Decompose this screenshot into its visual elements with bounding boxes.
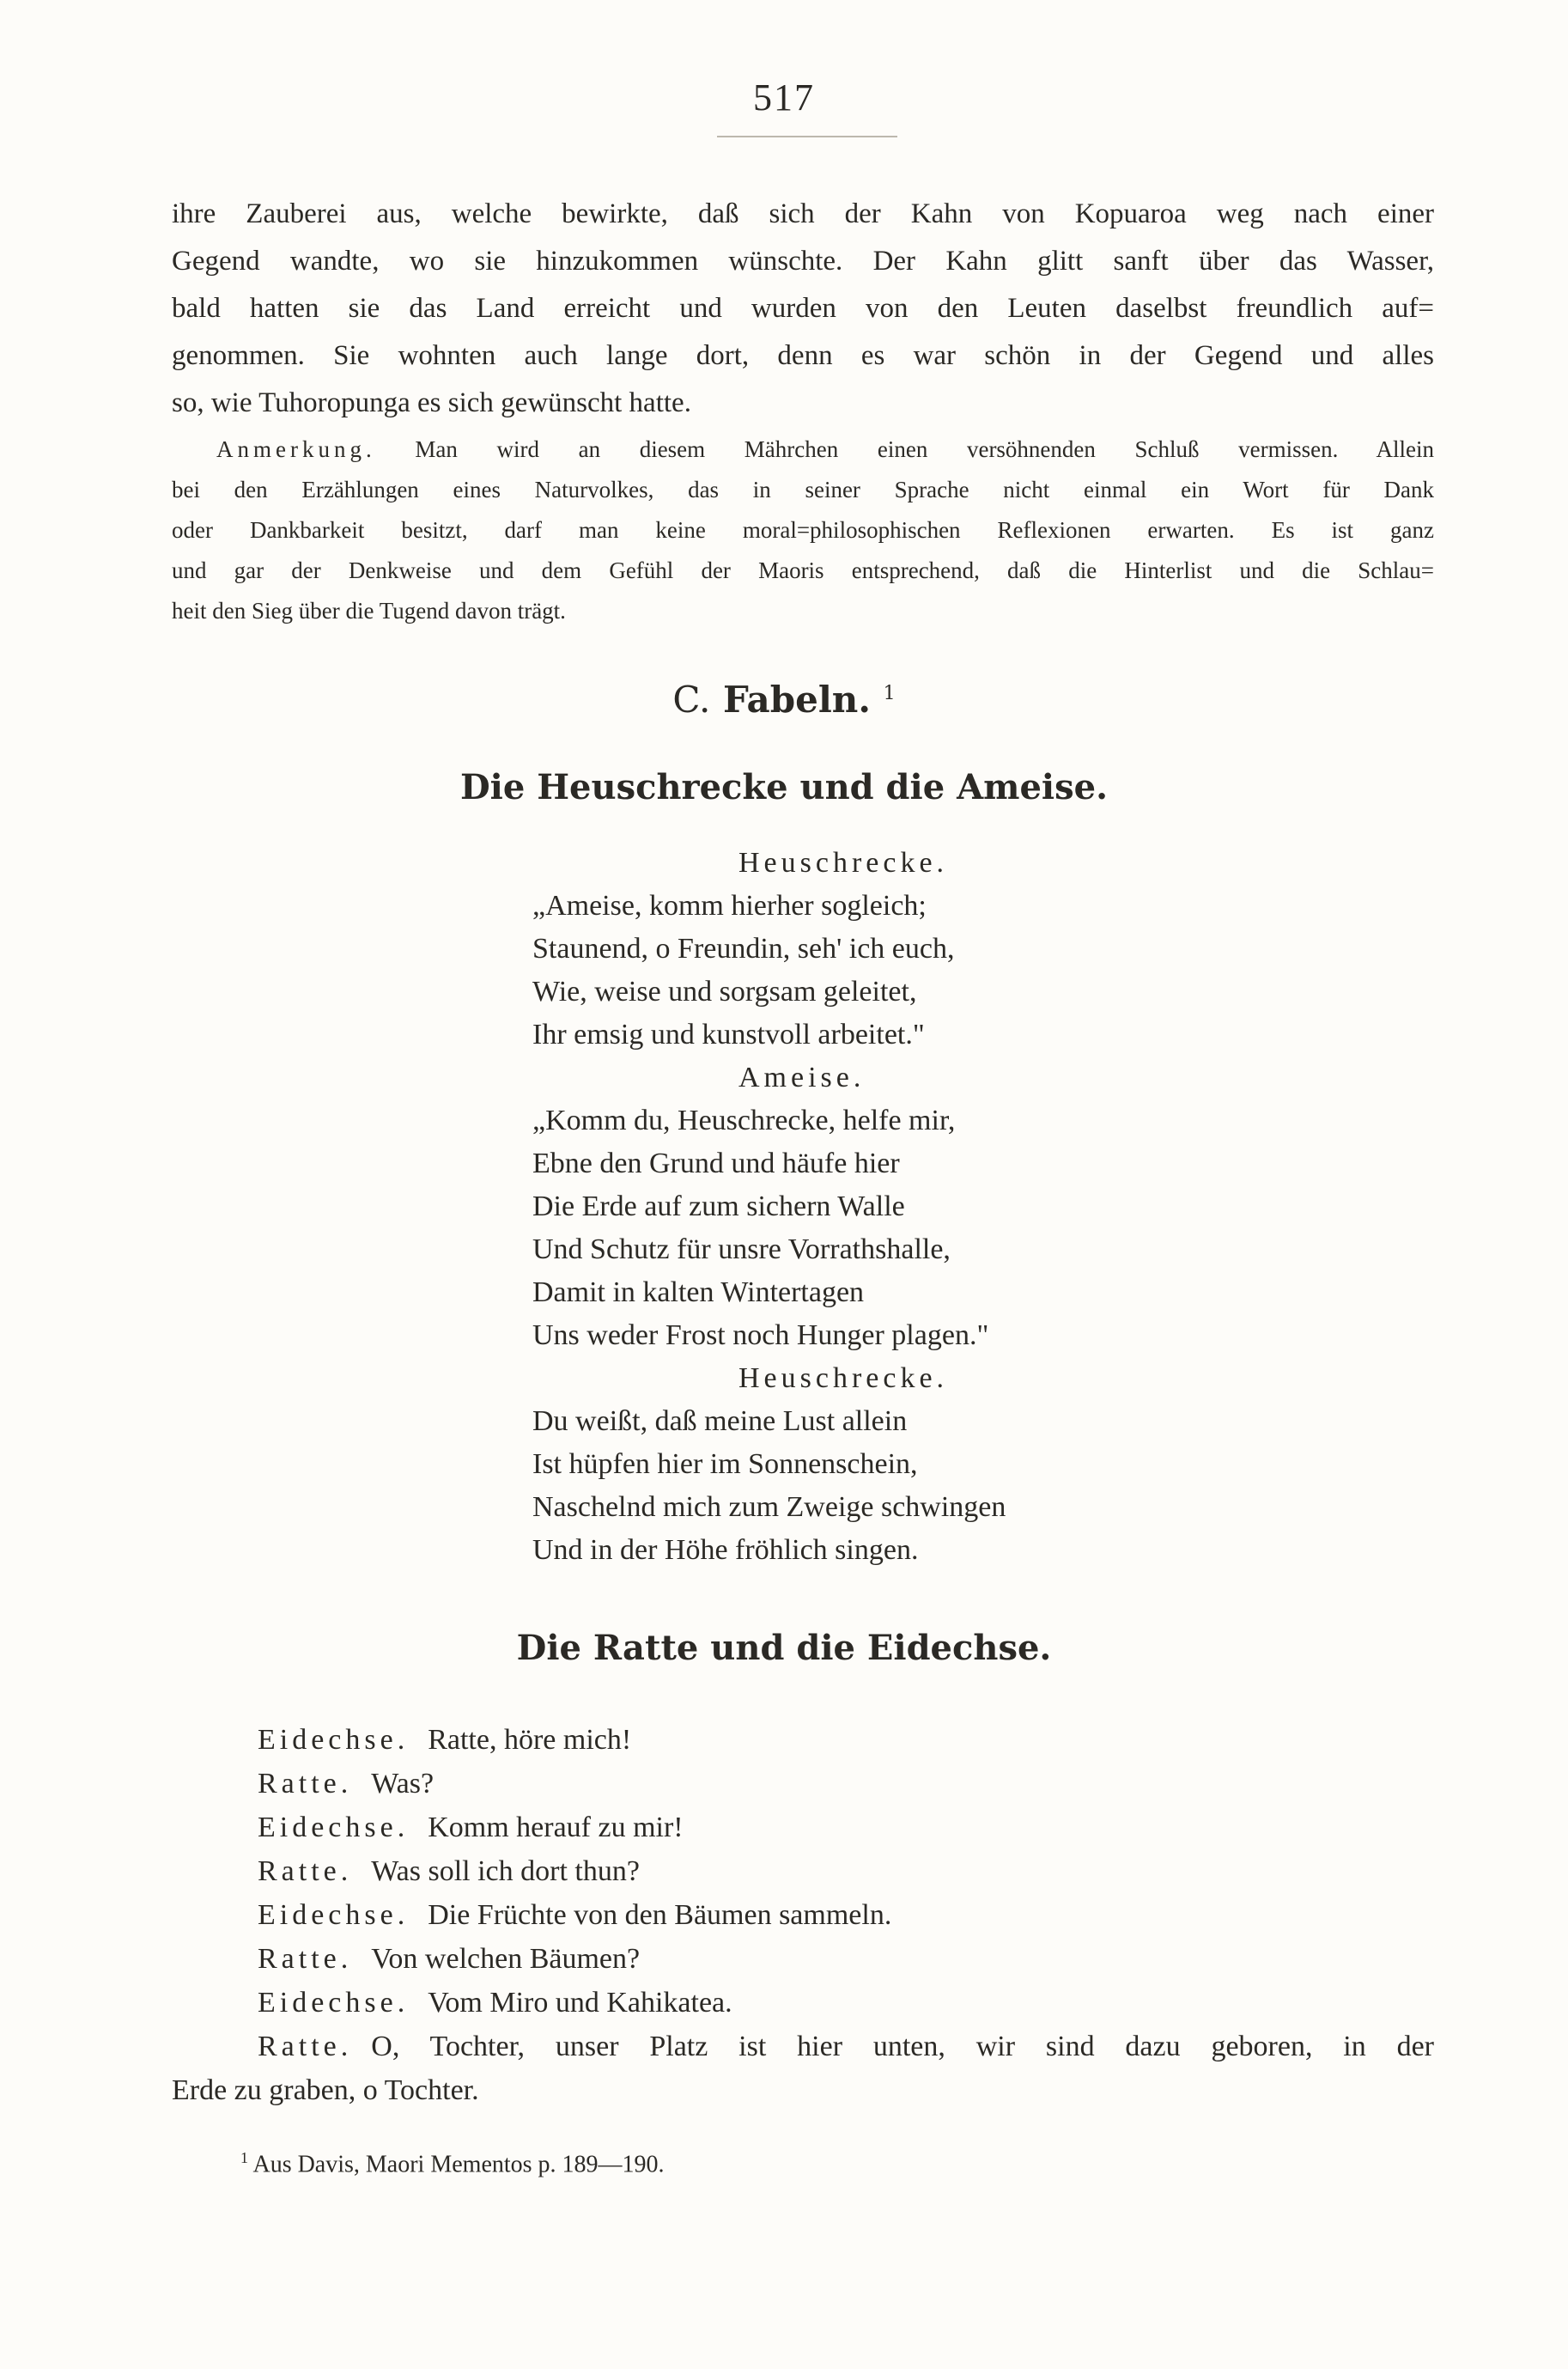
verse-line: „Komm du, Heuschrecke, helfe mir, bbox=[532, 1105, 956, 1136]
note-line: oder Dankbarkeit besitzt, darf man keine moral=philosophischen Reflexionen erwarten. Es ist ganz bbox=[172, 517, 1434, 543]
dialogue-line bbox=[172, 2025, 1434, 2068]
speaker-label: Heuschrecke. bbox=[738, 847, 949, 879]
verse-line: Wie, weise und sorgsam geleitet, bbox=[532, 976, 917, 1008]
verse-line: Und Schutz für unsre Vorrathshalle, bbox=[532, 1233, 951, 1265]
fable-verse-heuschrecke bbox=[532, 842, 1305, 1572]
dialogue-speaker: Eidechse. bbox=[258, 1899, 410, 1931]
dialogue-continuation: Erde zu graben, o Tochter. bbox=[172, 2074, 479, 2106]
section-letter: C. bbox=[672, 679, 711, 721]
footnote-reference: 1 bbox=[883, 683, 896, 704]
dialogue-speaker: Ratte. bbox=[258, 1768, 353, 1800]
dialogue-line bbox=[172, 1893, 1434, 1937]
dialogue-line bbox=[172, 1937, 1434, 1981]
verse-line: „Ameise, komm hierher sogleich; bbox=[532, 890, 927, 922]
dialogue-line bbox=[172, 1762, 1434, 1806]
verse-line: Ebne den Grund und häufe hier bbox=[532, 1148, 900, 1179]
page-number: 517 bbox=[753, 76, 815, 119]
page-number-rule bbox=[717, 136, 897, 137]
prose-line: ihre Zauberei aus, welche bewirkte, daß sich der Kahn von Kopuaroa weg nach einer bbox=[172, 198, 1434, 229]
dialogue-speaker: Eidechse. bbox=[258, 1724, 410, 1756]
verse-line: Ihr emsig und kunstvoll arbeitet." bbox=[532, 1019, 925, 1051]
dialogue-text: Von welchen Bäumen? bbox=[371, 1943, 641, 1975]
verse-line: Naschelnd mich zum Zweige schwingen bbox=[532, 1491, 1006, 1523]
dialogue-line bbox=[172, 1981, 1434, 2025]
note-line: heit den Sieg über die Tugend davon trägt. bbox=[172, 598, 566, 624]
dialogue-speaker: Ratte. bbox=[258, 1943, 353, 1975]
verse-line: Die Erde auf zum sichern Walle bbox=[532, 1191, 905, 1222]
verse-line: Und in der Höhe fröhlich singen. bbox=[532, 1534, 919, 1566]
section-title: Fabeln. bbox=[723, 679, 871, 721]
prose-line: Gegend wandte, wo sie hinzukommen wünschte. Der Kahn glitt sanft über das Wasser, bbox=[172, 246, 1434, 277]
prose-line: so, wie Tuhoropunga es sich gewünscht hatte. bbox=[172, 387, 691, 418]
section-heading bbox=[0, 679, 1568, 721]
fable-dialogue-ratte bbox=[172, 1718, 1434, 2112]
dialogue-text: Was soll ich dort thun? bbox=[371, 1855, 640, 1887]
verse-line: Staunend, o Freundin, seh' ich euch, bbox=[532, 933, 955, 965]
dialogue-text: Die Früchte von den Bäumen sammeln. bbox=[428, 1899, 892, 1931]
dialogue-speaker: Ratte. bbox=[258, 2031, 353, 2062]
fable-title-ratte: Die Ratte und die Eidechse. bbox=[516, 1628, 1052, 1668]
dialogue-text: Komm herauf zu mir! bbox=[428, 1812, 684, 1843]
dialogue-text: Ratte, höre mich! bbox=[428, 1724, 632, 1756]
annotation-note bbox=[172, 429, 1434, 631]
footnote-text: Aus Davis, Maori Mementos p. 189—190. bbox=[252, 2151, 665, 2178]
story-ending-paragraph bbox=[172, 191, 1434, 427]
dialogue-line bbox=[172, 1718, 1434, 1762]
speaker-label: Heuschrecke. bbox=[738, 1362, 949, 1394]
note-line: Man wird an diesem Mährchen einen versöhnenden Schluß vermissen. Allein bbox=[415, 436, 1434, 462]
dialogue-speaker: Ratte. bbox=[258, 1855, 353, 1887]
dialogue-text: Was? bbox=[371, 1768, 435, 1800]
note-line: bei den Erzählungen eines Naturvolkes, das in seiner Sprache nicht einmal ein Wort für Dank bbox=[172, 477, 1434, 502]
dialogue-line bbox=[172, 1806, 1434, 1849]
dialogue-speaker: Eidechse. bbox=[258, 1812, 410, 1843]
dialogue-speaker: Eidechse. bbox=[258, 1987, 410, 2019]
dialogue-text: Vom Miro und Kahikatea. bbox=[428, 1987, 732, 2019]
prose-line: bald hatten sie das Land erreicht und wurden von den Leuten daselbst freundlich auf= bbox=[172, 293, 1434, 324]
verse-line: Uns weder Frost noch Hunger plagen." bbox=[532, 1319, 989, 1351]
dialogue-text: O, Tochter, unser Platz ist hier unten, wir sind dazu geboren, in der bbox=[371, 2031, 1434, 2062]
dialogue-line bbox=[172, 1849, 1434, 1893]
verse-line: Ist hüpfen hier im Sonnenschein, bbox=[532, 1448, 918, 1480]
note-label: Anmerkung. bbox=[216, 436, 376, 462]
note-line: und gar der Denkweise und dem Gefühl der Maoris entsprechend, daß die Hinterlist und die Schlau= bbox=[172, 557, 1434, 583]
footnote-marker: 1 bbox=[240, 2149, 248, 2166]
verse-line: Du weißt, daß meine Lust allein bbox=[532, 1405, 908, 1437]
footnote bbox=[240, 2141, 1357, 2182]
verse-line: Damit in kalten Wintertagen bbox=[532, 1276, 865, 1308]
prose-line: genommen. Sie wohnten auch lange dort, denn es war schön in der Gegend und alles bbox=[172, 340, 1434, 371]
speaker-label: Ameise. bbox=[738, 1062, 866, 1093]
fable-title-heuschrecke: Die Heuschrecke und die Ameise. bbox=[459, 767, 1108, 807]
